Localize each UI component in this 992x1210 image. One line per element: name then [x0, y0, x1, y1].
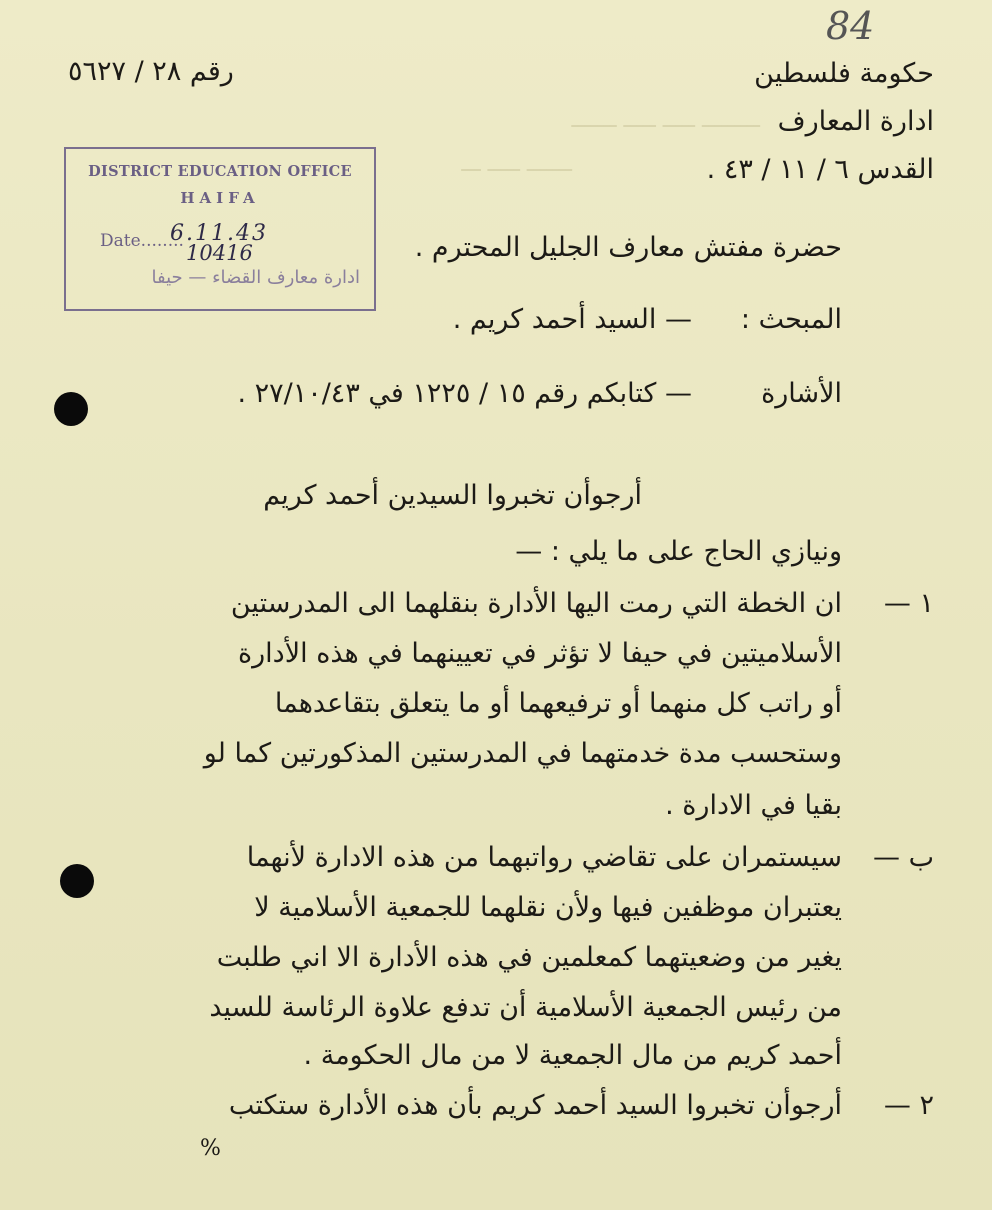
stamp-reference-value: 10416 — [186, 241, 253, 265]
item-1-marker: ١ — — [883, 588, 934, 619]
item-b-line: يعتبران موظفين فيها ولأن نقلهما للجمعية الأسلامية لا — [254, 892, 842, 923]
folio-number: 84 — [826, 4, 875, 48]
department-name: ادارة المعارف — [777, 106, 934, 137]
stamp-date-label: Date........ — [100, 231, 184, 251]
intro-line-2: ونيازي الحاج على ما يلي : — — [515, 536, 842, 567]
subject-label: المبحث : — [740, 304, 842, 335]
item-b-line: يغير من وضعيتهما كمعلمين في هذه الأدارة الا اني طلبت — [216, 942, 842, 973]
item-b-line: أحمد كريم من مال الجمعية لا من مال الحكومة . — [303, 1040, 842, 1071]
stamp-arabic-text: ادارة معارف القضاء — حيفا — [151, 267, 360, 288]
item-1-line: وستحسب مدة خدمتهما في المدرستين المذكورتين كما لو — [203, 738, 842, 769]
item-1-line: أو راتب كل منهما أو ترفيعهما أو ما يتعلق بتقاعدهما — [274, 688, 842, 719]
item-b-line: سيستمران على تقاضي رواتبهما من هذه الادارة لأنهما — [246, 842, 842, 873]
reference-label: الأشارة — [761, 378, 842, 409]
item-1-line: بقيا في الادارة . — [665, 790, 842, 821]
item-b-line: من رئيس الجمعية الأسلامية أن تدفع علاوة الرئاسة للسيد — [209, 992, 842, 1023]
bleed-through-text: ـــــــ ـــــ ـــ — [461, 152, 572, 177]
item-2-marker: ٢ — — [883, 1090, 934, 1121]
stamp-office-name: DISTRICT EDUCATION OFFICE — [88, 163, 352, 180]
place-and-date: القدس ٦ / ١١ / ٤٣ . — [706, 154, 934, 185]
government-name: حكومة فلسطين — [754, 58, 934, 89]
item-1-line: ان الخطة التي رمت اليها الأدارة بنقلهما الى المدرستين — [230, 588, 842, 619]
continuation-mark: % — [200, 1136, 221, 1161]
item-b-marker: ب — — [872, 842, 934, 873]
reference-value: — كتابكم رقم ١٥ / ١٢٢٥ في ٢٧/١٠/٤٣ . — [237, 378, 692, 409]
district-office-stamp — [64, 147, 376, 311]
punch-hole-top — [54, 392, 88, 426]
item-2-line: أرجوأن تخبروا السيد أحمد كريم بأن هذه الأدارة ستكتب — [228, 1090, 842, 1121]
item-1-line: الأسلاميتين في حيفا لا تؤثر في تعيينهما في هذه الأدارة — [238, 638, 842, 669]
stamp-city: HAIFA — [180, 189, 260, 207]
subject-value: — السيد أحمد كريم . — [452, 304, 692, 335]
reference-number: رقم ٢٨ / ٥٦٢٧ — [68, 56, 234, 87]
salutation: حضرة مفتش معارف الجليل المحترم . — [414, 232, 842, 263]
stamp-date-value: 6.11.43 — [170, 221, 268, 246]
bleed-through-text: ـــــــــ ـــــ ـــــ ـــــــ — [571, 108, 760, 133]
intro-line-1: أرجوأن تخبروا السيدين أحمد كريم — [263, 480, 642, 511]
punch-hole-bottom — [60, 864, 94, 898]
